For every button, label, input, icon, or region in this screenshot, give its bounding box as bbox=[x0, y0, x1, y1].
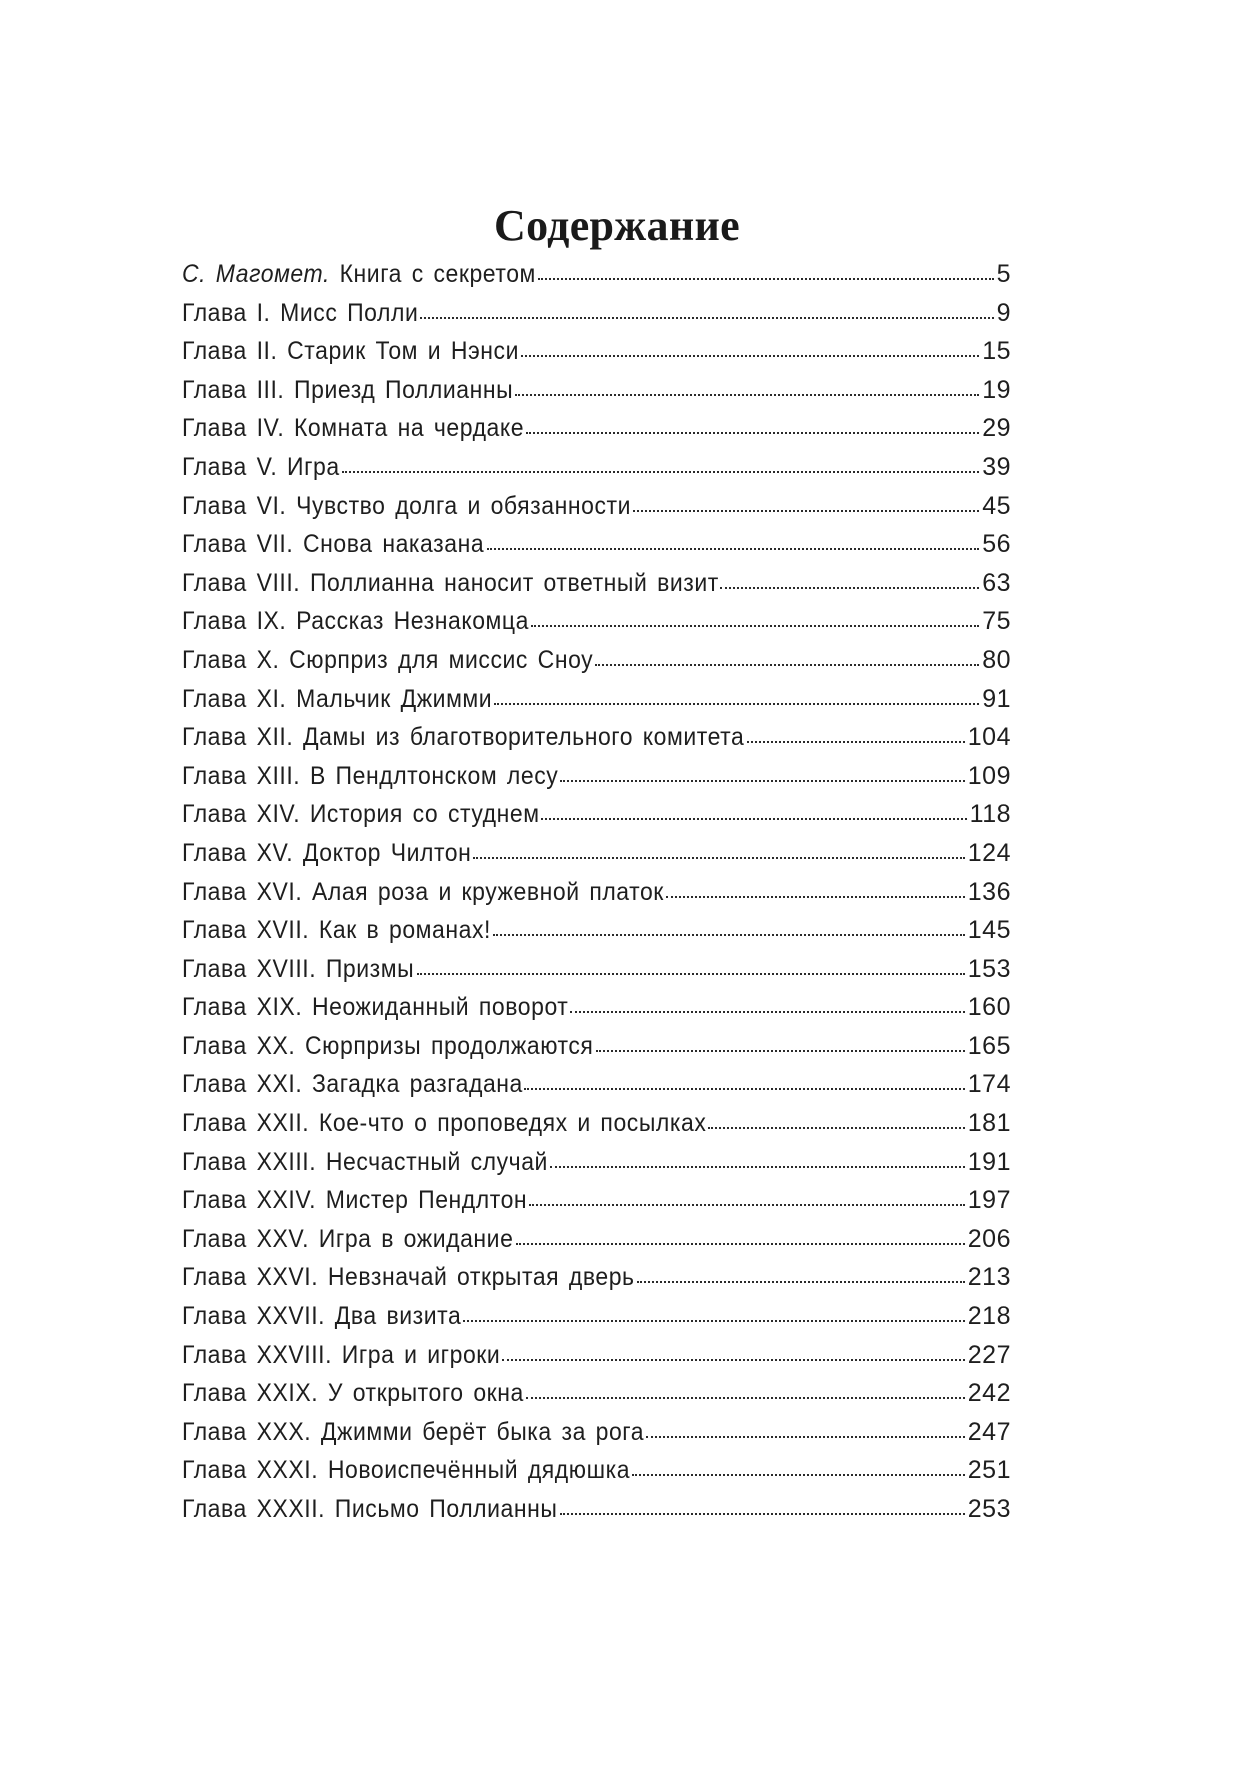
dot-leader bbox=[526, 1397, 965, 1399]
toc-entry-page-number: 19 bbox=[982, 375, 1011, 404]
toc-entry-page-number: 206 bbox=[967, 1224, 1011, 1253]
toc-entry-page-number: 75 bbox=[982, 607, 1011, 636]
toc-entry[interactable] bbox=[182, 1417, 1011, 1456]
toc-entry[interactable] bbox=[182, 413, 1011, 452]
dot-leader bbox=[541, 818, 966, 820]
toc-entry-title bbox=[182, 413, 524, 443]
toc-entry-title bbox=[182, 684, 492, 714]
dot-leader bbox=[596, 1050, 965, 1052]
toc-entry[interactable] bbox=[182, 645, 1011, 684]
toc-entry-label: Глава V. Игра bbox=[182, 452, 340, 481]
toc-entry-title bbox=[182, 645, 593, 675]
toc-entry[interactable] bbox=[182, 1069, 1011, 1108]
toc-entry-page-number: 247 bbox=[967, 1417, 1011, 1446]
toc-entry-page-number: 9 bbox=[996, 298, 1011, 327]
toc-entry-title bbox=[182, 1108, 706, 1138]
toc-entry-page-number: 124 bbox=[967, 838, 1011, 867]
dot-leader bbox=[595, 664, 979, 666]
toc-entry[interactable] bbox=[182, 336, 1011, 375]
toc-entry-title bbox=[182, 838, 471, 868]
toc-entry[interactable] bbox=[182, 1147, 1011, 1186]
toc-entry-page-number: 39 bbox=[982, 452, 1011, 481]
toc-entry-label: Глава VII. Снова наказана bbox=[182, 530, 485, 559]
toc-entry-page-number: 213 bbox=[967, 1263, 1011, 1292]
toc-entry-title bbox=[182, 1262, 635, 1292]
toc-entry-page-number: 80 bbox=[982, 645, 1011, 674]
toc-entry-page-number: 153 bbox=[967, 954, 1011, 983]
toc-entry[interactable] bbox=[182, 915, 1011, 954]
toc-entry-page-number: 56 bbox=[982, 530, 1011, 559]
dot-leader bbox=[560, 780, 964, 782]
toc-entry-title bbox=[182, 799, 540, 829]
toc-entry-page-number: 109 bbox=[967, 761, 1011, 790]
dot-leader bbox=[747, 741, 965, 743]
toc-entry-title bbox=[182, 1494, 557, 1524]
toc-entry-title bbox=[182, 606, 529, 636]
toc-entry-title bbox=[182, 1224, 513, 1254]
toc-entry[interactable] bbox=[182, 1494, 1011, 1533]
toc-entry-label: Глава XXI. Загадка разгадана bbox=[182, 1070, 523, 1099]
table-of-contents bbox=[182, 259, 1011, 1533]
toc-entry-label: Глава XXV. Игра в ожидание bbox=[182, 1224, 514, 1253]
toc-entry-label: Глава XVII. Как в романах! bbox=[182, 916, 491, 945]
dot-leader bbox=[463, 1320, 965, 1322]
toc-entry[interactable] bbox=[182, 568, 1011, 607]
toc-entry-title bbox=[182, 1417, 644, 1447]
toc-entry-title bbox=[182, 915, 491, 945]
toc-entry-label: Глава XXX. Джимми берёт быка за рога bbox=[182, 1417, 645, 1446]
toc-entry-title bbox=[182, 1378, 524, 1408]
toc-entry-page-number: 218 bbox=[967, 1302, 1011, 1331]
toc-entry-label: Глава XXXII. Письмо Поллианны bbox=[182, 1495, 558, 1523]
toc-entry-label: Глава XI. Мальчик Джимми bbox=[182, 684, 493, 713]
toc-entry-author: С. Магомет. bbox=[182, 260, 330, 288]
toc-entry-page-number: 197 bbox=[967, 1186, 1011, 1215]
toc-entry-label: Глава XXII. Кое-что о проповедях и посылках bbox=[182, 1109, 707, 1138]
toc-entry-label: Глава XVI. Алая роза и кружевной платок bbox=[182, 877, 664, 906]
toc-entry-page-number: 15 bbox=[982, 337, 1011, 366]
toc-entry[interactable] bbox=[182, 1224, 1011, 1263]
toc-entry-label: Глава III. Приезд Поллианны bbox=[182, 375, 514, 404]
toc-entry-title bbox=[182, 336, 519, 366]
toc-entry-title bbox=[182, 761, 558, 791]
toc-entry-page-number: 45 bbox=[982, 491, 1011, 520]
toc-entry-page-number: 191 bbox=[967, 1147, 1011, 1176]
dot-leader bbox=[538, 278, 994, 280]
toc-entry[interactable] bbox=[182, 954, 1011, 993]
toc-entry-label: Глава IV. Комната на чердаке bbox=[182, 414, 525, 443]
toc-entry-page-number: 242 bbox=[967, 1379, 1011, 1408]
dot-leader bbox=[637, 1281, 965, 1283]
toc-entry[interactable] bbox=[182, 1108, 1011, 1147]
toc-entry-title bbox=[182, 877, 664, 907]
toc-entry-page-number: 29 bbox=[982, 414, 1011, 443]
toc-entry-page-number: 118 bbox=[969, 800, 1011, 829]
toc-entry-label: Глава VIII. Поллианна наносит ответный визит bbox=[182, 568, 719, 597]
dot-leader bbox=[560, 1513, 965, 1515]
dot-leader bbox=[417, 973, 965, 975]
toc-entry[interactable] bbox=[182, 375, 1011, 414]
dot-leader bbox=[521, 355, 979, 357]
dot-leader bbox=[493, 934, 965, 936]
toc-entry-label: Глава XX. Сюрпризы продолжаются bbox=[182, 1031, 594, 1060]
toc-entry-label: Глава XIV. История со студнем bbox=[182, 800, 540, 829]
toc-entry-label: Глава X. Сюрприз для миссис Сноу bbox=[182, 645, 594, 674]
dot-leader bbox=[720, 587, 979, 589]
toc-entry-page-number: 91 bbox=[982, 684, 1011, 713]
toc-entry-label: Глава XXIV. Мистер Пендлтон bbox=[182, 1186, 528, 1215]
toc-entry[interactable] bbox=[182, 1185, 1011, 1224]
toc-entry[interactable] bbox=[182, 1301, 1011, 1340]
toc-entry-title bbox=[182, 1185, 527, 1215]
dot-leader bbox=[502, 1359, 964, 1361]
toc-entry-title bbox=[182, 1301, 461, 1331]
toc-entry[interactable] bbox=[182, 606, 1011, 645]
toc-entry-page-number: 227 bbox=[967, 1340, 1011, 1369]
dot-leader bbox=[487, 548, 980, 550]
toc-entry[interactable] bbox=[182, 529, 1011, 568]
toc-entry-page-number: 181 bbox=[967, 1109, 1011, 1138]
toc-entry-title bbox=[182, 992, 568, 1022]
dot-leader bbox=[473, 857, 965, 859]
toc-entry[interactable] bbox=[182, 722, 1011, 761]
toc-entry-page-number: 136 bbox=[967, 877, 1011, 906]
dot-leader bbox=[550, 1166, 965, 1168]
toc-entry-label: Глава XXXI. Новоиспечённый дядюшка bbox=[182, 1456, 631, 1485]
dot-leader bbox=[524, 1088, 964, 1090]
toc-entry-page-number: 160 bbox=[967, 993, 1011, 1022]
toc-entry-title bbox=[182, 1031, 593, 1061]
toc-entry-label: Глава XVIII. Призмы bbox=[182, 954, 415, 983]
toc-entry[interactable] bbox=[182, 799, 1011, 838]
page-title: Содержание bbox=[494, 201, 740, 251]
toc-entry[interactable] bbox=[182, 1262, 1011, 1301]
toc-entry[interactable] bbox=[182, 452, 1011, 491]
toc-entry-title bbox=[182, 568, 719, 598]
toc-entry-label: Глава XXVI. Невзначай открытая дверь bbox=[182, 1263, 635, 1292]
toc-entry[interactable] bbox=[182, 1340, 1011, 1379]
toc-entry-label: Глава XII. Дамы из благотворительного комитета bbox=[182, 723, 745, 752]
toc-entry-title bbox=[182, 722, 744, 752]
toc-entry-title bbox=[182, 259, 536, 289]
dot-leader bbox=[526, 432, 979, 434]
toc-entry[interactable] bbox=[182, 259, 1011, 298]
toc-entry[interactable] bbox=[182, 1455, 1011, 1494]
toc-entry-label: Глава XIX. Неожиданный поворот bbox=[182, 993, 569, 1022]
dot-leader bbox=[515, 394, 979, 396]
toc-entry-label: Глава VI. Чувство долга и обязанности bbox=[182, 491, 631, 520]
toc-entry[interactable] bbox=[182, 1378, 1011, 1417]
dot-leader bbox=[529, 1204, 964, 1206]
toc-entry-title bbox=[182, 1069, 523, 1099]
toc-entry-page-number: 251 bbox=[967, 1456, 1011, 1485]
dot-leader bbox=[420, 317, 993, 319]
toc-entry-page-number: 104 bbox=[967, 723, 1011, 752]
toc-entry[interactable] bbox=[182, 684, 1011, 723]
toc-entry-title bbox=[182, 954, 414, 984]
toc-entry[interactable] bbox=[182, 838, 1011, 877]
dot-leader bbox=[646, 1436, 964, 1438]
toc-entry-page-number: 63 bbox=[982, 568, 1011, 597]
toc-entry[interactable] bbox=[182, 298, 1011, 337]
toc-entry-label: Глава XXVIII. Игра и игроки bbox=[182, 1340, 501, 1369]
toc-entry-label: Глава XV. Доктор Чилтон bbox=[182, 838, 472, 867]
toc-entry-title bbox=[182, 529, 484, 559]
toc-entry-page-number: 165 bbox=[967, 1031, 1011, 1060]
toc-entry-label: Глава XXVII. Два визита bbox=[182, 1302, 462, 1331]
toc-entry-label: Глава I. Мисс Полли bbox=[182, 298, 419, 327]
toc-entry-title bbox=[182, 298, 418, 328]
toc-entry[interactable] bbox=[182, 491, 1011, 530]
dot-leader bbox=[342, 471, 979, 473]
toc-entry-title bbox=[182, 1340, 500, 1370]
toc-entry-label: Глава XIII. В Пендлтонском лесу bbox=[182, 761, 559, 790]
dot-leader bbox=[516, 1243, 965, 1245]
dot-leader bbox=[666, 896, 965, 898]
toc-entry-page-number: 145 bbox=[967, 916, 1011, 945]
toc-entry-page-number: 174 bbox=[967, 1070, 1011, 1099]
toc-entry-page-number: 5 bbox=[996, 260, 1011, 288]
toc-entry-label: Глава II. Старик Том и Нэнси bbox=[182, 337, 519, 366]
dot-leader bbox=[632, 1474, 965, 1476]
dot-leader bbox=[708, 1127, 964, 1129]
toc-entry-title bbox=[182, 1455, 630, 1485]
dot-leader bbox=[633, 510, 979, 512]
toc-entry[interactable] bbox=[182, 761, 1011, 800]
dot-leader bbox=[494, 703, 979, 705]
toc-entry-title bbox=[182, 491, 631, 521]
toc-entry-page-number: 253 bbox=[967, 1495, 1011, 1523]
toc-entry[interactable] bbox=[182, 1031, 1011, 1070]
toc-entry-label: Глава XXIX. У открытого окна bbox=[182, 1379, 524, 1408]
dot-leader bbox=[570, 1011, 964, 1013]
toc-entry-title bbox=[182, 452, 340, 482]
toc-entry-title bbox=[182, 1147, 548, 1177]
dot-leader bbox=[531, 625, 979, 627]
toc-entry-label: Глава XXIII. Несчастный случай bbox=[182, 1147, 548, 1176]
toc-entry[interactable] bbox=[182, 877, 1011, 916]
toc-entry-label: Глава IX. Рассказ Незнакомца bbox=[182, 607, 529, 636]
toc-entry-label: Книга с секретом bbox=[339, 260, 536, 288]
toc-entry-title bbox=[182, 375, 513, 405]
toc-entry[interactable] bbox=[182, 992, 1011, 1031]
